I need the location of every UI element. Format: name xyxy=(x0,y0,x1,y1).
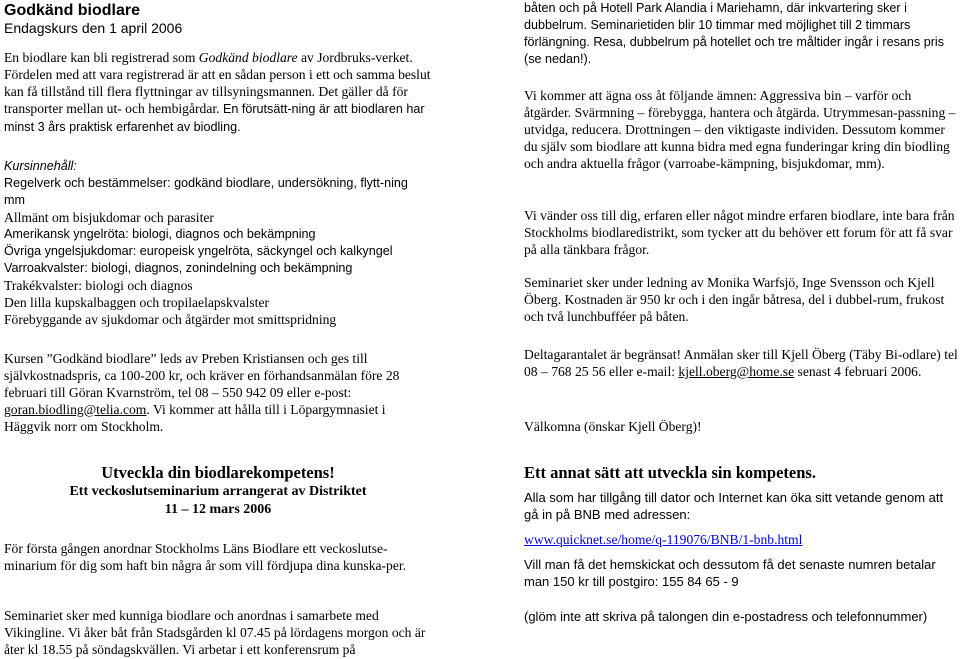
course-contents xyxy=(4,158,432,328)
contents-heading: Kursinnehåll: xyxy=(4,159,77,173)
right-text-4: Seminariet sker under ledning av Monika Warfsjö, Inge Svensson och Kjell Öberg. Kostnaden är 950 kr och i den ingår båtresa, del i dubbel-rum, frukost och två lunchbufféer på båten. xyxy=(524,275,945,324)
bnb-paragraph-2 xyxy=(524,556,960,590)
contents-item: Trakékvalster: biologi och diagnos xyxy=(4,278,193,293)
seminar-text-1: För första gången anordnar Stockholms Läns Biodlare ett veckoslutse-minarium för dig som haft bin några år som vill fördjupa dina kunska-per. xyxy=(4,541,407,573)
course-info-text: Kursen ”Godkänd biodlare” leds av Preben Kristiansen och ges till självkostnadspris, ca 100-200 kr, och kräver en förhandsanmälan före 28 februari till Göran Kvarnström, tel 08 – 550 942 09 eller e-post: xyxy=(4,351,400,400)
right-text-1: båten och på Hotell Park Alandia i Mariehamn, där inkvartering sker i dubbelrum. Seminarietiden blir 10 timmar med möjlighet till 2 timmars förlängning. Resa, dubbelrum på hotellet och tre måltider ingår i resans pris (se nedan!). xyxy=(524,1,945,66)
contents-item: Allmänt om bisjukdomar och parasiter xyxy=(4,210,214,225)
seminar-subheading: Ett veckoslutseminarium arrangerat av Distriktet xyxy=(69,484,367,499)
intro-emphasis: Godkänd biodlare xyxy=(198,50,298,65)
seminar-paragraph-2 xyxy=(4,607,432,658)
welcome-text: Välkomna (önskar Kjell Öberg)! xyxy=(524,419,702,434)
bnb-link-block xyxy=(524,531,960,548)
contents-item: Varroakvalster: biologi, diagnos, zonindelning och bekämpning xyxy=(4,261,353,275)
registration-email-link[interactable]: kjell.oberg@home.se xyxy=(678,364,795,379)
course-title: Godkänd biodlare xyxy=(4,2,141,19)
intro-rest: av Jordbruks-verket. Fördelen med att vara registrerad är att en sådan person i ett och samma beslut kan få tillstånd till flera flyttningar av tillsyningsmannen. Det gäller då för transporter mellan ut- och hembigårdar. xyxy=(4,50,431,116)
bnb-paragraph-3 xyxy=(524,608,960,625)
contents-item: Övriga yngelsjukdomar: europeisk yngelröta, säckyngel och kalkyngel xyxy=(4,244,393,258)
contents-item: Den lilla kupskalbaggen och tropilaelapskvalster xyxy=(4,295,269,310)
right-paragraph-2 xyxy=(524,87,960,172)
seminar-paragraph-1 xyxy=(4,540,432,574)
registration-after: senast 4 februari 2006. xyxy=(794,364,922,379)
contents-item: Förebyggande av sjukdomar och åtgärder mot smittspridning xyxy=(4,312,337,327)
course-subtitle: Endagskurs den 1 april 2006 xyxy=(4,20,183,36)
intro-prefix: En biodlare kan bli registrerad som xyxy=(4,50,199,65)
course-info-paragraph xyxy=(4,350,432,435)
bnb-text-1: Alla som har tillgång till dator och Internet kan öka sitt vetande genom att gå in på BNB med adressen: xyxy=(524,490,944,522)
contents-item: Regelverk och bestämmelser: godkänd biodlare, undersökning, flytt-ning mm xyxy=(4,176,408,207)
intro-paragraph xyxy=(4,49,432,136)
right-text-3: Vi vänder oss till dig, erfaren eller något mindre erfaren biodlare, inte bara från Stockholms biodlaredistrikt, som tycker att du behöver ett forum för att få svar på alla tänkbara frågor. xyxy=(524,208,955,257)
course-header xyxy=(4,2,432,37)
seminar-header xyxy=(4,463,432,519)
contents-item: Amerikansk yngelröta: biologi, diagnos och bekämpning xyxy=(4,227,316,241)
seminar-text-2: Seminariet sker med kunniga biodlare och anordnas i samarbete med Vikingline. Vi åker båt från Stadsgården kl 07.45 på lördagens morgon och är åter kl 18.55 på söndagskvällen. Vi arbetar i ett konferensrum på xyxy=(4,608,426,657)
bnb-section xyxy=(524,463,960,483)
bnb-heading: Ett annat sätt att utveckla sin kompetens. xyxy=(524,463,816,482)
bnb-text-2: Vill man få det hemskickat och dessutom få det senaste numren betalar man 150 kr till postgiro: 155 84 65 - 9 xyxy=(524,557,936,589)
intro-continuation: En förutsätt-ning är att biodlaren har minst 3 års praktisk erfarenhet av biodling. xyxy=(4,102,425,134)
course-info-after: . Vi kommer att hålla till i Löpargymnasiet i Häggvik norr om Stockholm. xyxy=(4,402,386,434)
course-email-link[interactable]: goran.biodling@telia.com xyxy=(4,402,147,417)
bnb-link[interactable]: www.quicknet.se/home/q-119076/BNB/1-bnb.html xyxy=(524,532,803,547)
bnb-text-3: (glöm inte att skriva på talongen din e-postadress och telefonnummer) xyxy=(524,609,928,624)
seminar-heading: Utveckla din biodlarekompetens! xyxy=(101,463,335,482)
bnb-paragraph-1 xyxy=(524,489,960,523)
right-paragraph-4 xyxy=(524,274,960,325)
right-text-2: Vi kommer att ägna oss åt följande ämnen: Aggressiva bin – varför och åtgärder. Svärmning – förebygga, hantera och åtgärda. Utrymmesan-passning – utvidga, reducera. Drottningen – den viktigaste individen. Dessutom kommer du själv som biodlare att kunna bidra med egna funderingar kring din biodling och andra aktuella frågor (varroabe-kämpning, bisjukdomar, mm). xyxy=(524,88,956,171)
right-paragraph-5 xyxy=(524,346,960,380)
seminar-dates: 11 – 12 mars 2006 xyxy=(164,502,272,517)
right-paragraph-3 xyxy=(524,207,960,258)
right-paragraph-1 xyxy=(524,0,960,68)
right-paragraph-6 xyxy=(524,418,960,435)
registration-text: Deltagarantalet är begränsat! Anmälan sker till Kjell Öberg (Täby Bi-odlare) tel 08 – 768 25 56 eller e-mail: xyxy=(524,347,958,379)
